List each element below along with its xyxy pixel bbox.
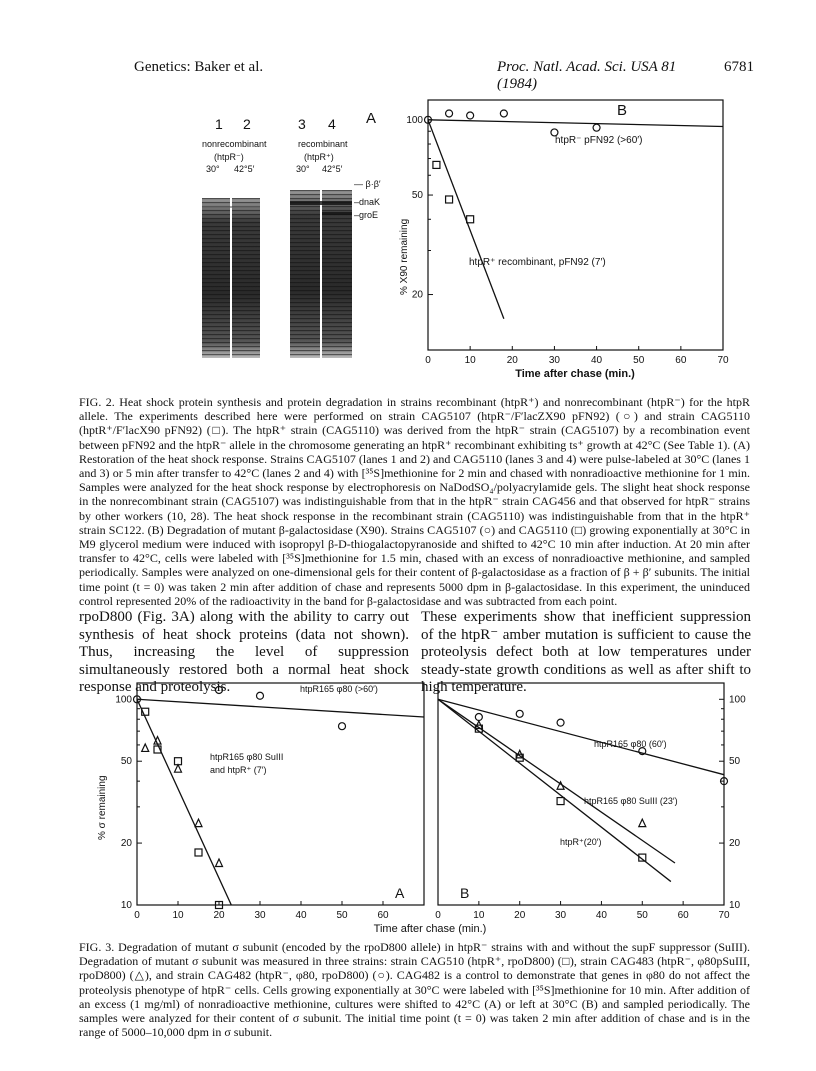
temp-label-lane1: 30° — [206, 164, 220, 174]
data-point-square — [195, 849, 202, 856]
x-tick-label: 0 — [134, 910, 140, 921]
page-number: 6781 — [724, 59, 754, 75]
x-axis-label: Time after chase (min.) — [515, 368, 635, 380]
fit-line — [428, 120, 723, 127]
x-tick-label: 50 — [633, 355, 645, 366]
y-tick-label: 20 — [120, 838, 132, 850]
band-dnak-text: dnaK — [359, 197, 381, 207]
group-label-recombinant: recombinant — [298, 139, 348, 149]
data-point-circle — [557, 719, 564, 726]
panel-letter: B — [617, 102, 628, 119]
band-groe-text: groE — [359, 210, 379, 220]
data-point-circle — [475, 714, 482, 721]
gel-lane-4 — [322, 190, 352, 358]
lane-number-1: 1 — [215, 116, 223, 132]
panel-letter-b: B — [460, 885, 470, 901]
data-point-square — [446, 196, 453, 203]
x-tick-label: 20 — [506, 355, 518, 366]
series-square — [142, 708, 223, 908]
panel-letter: A — [366, 110, 377, 127]
label-b-phi80: htpR165 φ80 (60′) — [594, 739, 667, 749]
data-point-circle — [593, 124, 600, 131]
y-tick-label: 20 — [729, 838, 741, 850]
gel-lane-3 — [290, 190, 320, 358]
label-a-phi80: htpR165 φ80 (>60′) — [300, 684, 378, 694]
y-tick-label: 100 — [115, 694, 132, 706]
x-tick-label: 70 — [717, 355, 729, 366]
x-tick-label: 20 — [213, 910, 225, 921]
series-square — [433, 161, 474, 222]
x-tick-label: 30 — [254, 910, 266, 921]
group-genotype-1: (htpR⁻) — [214, 152, 244, 162]
fit-line — [438, 699, 675, 863]
group-genotype-2: (htpR⁺) — [304, 152, 334, 162]
band-label-beta: — β·β′ — [354, 179, 381, 189]
temp-label-lane3: 30° — [296, 164, 310, 174]
data-point-circle — [467, 112, 474, 119]
x-tick-label: 60 — [377, 910, 389, 921]
plot-frame — [438, 683, 724, 905]
data-point-triangle — [216, 859, 223, 867]
data-point-circle — [500, 110, 507, 117]
band-beta-text: β·β′ — [365, 179, 381, 189]
series-label-htpr-minus: htpR⁻ pFN92 (>60′) — [555, 135, 643, 146]
fig2-panel-b-chart — [395, 95, 735, 385]
y-tick-label: 10 — [729, 900, 741, 911]
lane-number-3: 3 — [298, 116, 306, 132]
x-tick-label: 40 — [595, 910, 607, 921]
data-point-circle — [446, 110, 453, 117]
band-label-groe: –groE — [354, 210, 379, 220]
x-tick-label: 60 — [675, 355, 687, 366]
label-a-suiii: htpR165 φ80 SuIII — [210, 752, 284, 762]
x-tick-label: 10 — [464, 355, 476, 366]
fit-line — [428, 120, 504, 319]
x-tick-label: 0 — [425, 355, 431, 366]
gel-image — [190, 178, 355, 363]
y-tick-label: 50 — [729, 756, 741, 768]
series-triangle — [475, 721, 645, 827]
fit-line — [438, 699, 671, 881]
x-tick-label: 50 — [336, 910, 348, 921]
y-tick-label: 20 — [411, 289, 423, 301]
y-tick-label: 50 — [411, 190, 423, 202]
label-a-htpr-plus: and htpR⁺ (7′) — [210, 765, 267, 775]
fig3-chart — [90, 680, 770, 940]
fig2-caption: FIG. 2. Heat shock protein synthesis and protein degradation in strains recombinant (htpR⁺) and nonrecombinant (htpR⁻) for the htpR allele. The experiments described here were performed on strain CAG5107 (htpR⁻/F′lacZX90 pFN92) (○) and strain CAG5110 (hptR⁺/F′lacX90 pFN92) (□). The htpR⁺ strain (CAG5110) was derived from the htpR⁻ strain (CAG5107) by a recombination event between pFN92 and the htpR⁻ allele in the chromosome generating an htpR⁺ recombinant exhibiting ts⁺ growth at 42°C (See Table 1). (A) Restoration of the heat shock response. Strains CAG5107 (lanes 1 and 2) and CAG5110 (lanes 3 and 4) were pulse-labeled at 30°C (lanes 1 and 3) or 5 min after transfer to 42°C (lanes 2 and 4) with [³⁵S]methionine for 2 min and chased with nonradioactive methionine for 1 min. Samples were analyzed for the heat shock response by electrophoresis on NaDodSO₄/polyacrylamide gels. The slight heat shock response in the nonrecombinant strain (CAG5107) was indistinguishable from that in the htpR⁻ strain CAG456 and that observed for htpR⁻ strains by other workers (10, 28). The heat shock response in the recombinant strain (CAG5110) was indistinguishable from that in the htpR⁺ strain SC122. (B) Degradation of mutant β-galactosidase (X90). Strains CAG5107 (○) and CAG5110 (□) growing exponentially at 30°C in M9 glycerol medium were induced with isopropyl β-D-thiogalactopyranoside and shifted to 42°C 10 min after induction. At 20 min after transfer to 42°C, cells were labeled with [³⁵S]methionine for 1.5 min, chased with an excess of nonradioactive methionine, and sampled periodically. Samples were analyzed on one-dimensional gels for their content of β-galactosidase as a fraction of β + β′ subunits. The initial time point (t = 0) was taken 2 min after addition of chase and represents 5000 dpm in β-galactosidase. In this experiment, the uninduced control represented 20% of the radioactivity in the band for β-galactosidase and was subtracted from each point. — [79, 395, 750, 608]
series-label-htpr-plus: htpR⁺ recombinant, pFN92 (7′) — [469, 257, 606, 268]
body-text-right: These experiments show that inefficient suppression of the htpR⁻ amber mutation is sufficient to cause the proteolysis defect both at low temperatures under steady-state growth conditions as well as after shift to high temperature. — [421, 609, 751, 696]
band-label-dnak: –dnaK — [354, 197, 381, 207]
data-point-circle — [516, 710, 523, 717]
x-tick-label: 10 — [172, 910, 184, 921]
data-point-circle — [339, 723, 346, 730]
data-point-triangle — [639, 819, 646, 827]
label-b-htpr-plus: htpR⁺(20′) — [560, 837, 602, 847]
lane-number-2: 2 — [243, 116, 251, 132]
x-tick-label: 20 — [514, 910, 526, 921]
x-tick-label: 30 — [555, 910, 567, 921]
temp-label-lane2: 42°5′ — [234, 164, 255, 174]
y-axis-label: % σ remaining — [97, 775, 108, 840]
x-axis-label: Time after chase (min.) — [373, 923, 487, 935]
data-point-circle — [216, 686, 223, 693]
data-point-square — [467, 216, 474, 223]
data-point-triangle — [175, 765, 182, 773]
x-tick-label: 50 — [636, 910, 648, 921]
y-tick-label: 10 — [120, 900, 132, 911]
body-text-left: rpoD800 (Fig. 3A) along with the ability to carry out synthesis of heat shock proteins (data not shown). Thus, increasing the level of suppression simultaneously restored both a normal heat shock response and proteolysis. — [79, 609, 409, 696]
x-tick-label: 10 — [473, 910, 485, 921]
fig2-panel-a — [190, 108, 390, 368]
fit-line — [137, 699, 424, 717]
fit-line — [438, 699, 724, 774]
data-point-circle — [257, 692, 264, 699]
fig3-caption: FIG. 3. Degradation of mutant σ subunit (encoded by the rpoD800 allele) in htpR⁻ strains with and without the supF suppressor (SuIII). Degradation of mutant σ subunit was measured in three strains: strain CAG510 (htpR⁺, rpoD800) (□), strain CAG483 (htpR⁻, φ80pSuIII, rpoD800) (△), and strain CAG482 (htpR⁻, φ80, rpoD800) (○). CAG482 is a control to demonstrate that genes in φ80 do not affect the proteolysis phenotype of htpR⁻ cells. Cells growing exponentially at 30°C were labeled with [³⁵S]methionine for 10 min. After addition of an excess (1 mg/ml) of nonradioactive methionine, cultures were shifted to 42°C (A) or left at 30°C (B) and sampled periodically. The samples were analyzed for their content of σ subunit. The initial time point (t = 0) was taken 2 min after addition of chase and is in the range of 5000–10,000 dpm in σ subunit. — [79, 940, 750, 1040]
data-point-square — [557, 798, 564, 805]
x-tick-label: 40 — [295, 910, 307, 921]
data-point-triangle — [195, 819, 202, 827]
group-label-nonrecombinant: nonrecombinant — [202, 139, 267, 149]
lane-number-4: 4 — [328, 116, 336, 132]
data-point-square — [433, 161, 440, 168]
fit-line — [137, 699, 231, 905]
x-tick-label: 60 — [677, 910, 689, 921]
gel-lane-1 — [202, 198, 230, 358]
y-axis-label: % X90 remaining — [399, 218, 410, 295]
gel-lane-2 — [232, 198, 260, 358]
running-head — [134, 59, 754, 92]
y-tick-label: 50 — [120, 756, 132, 768]
data-point-triangle — [142, 744, 149, 752]
y-tick-label: 100 — [406, 114, 423, 126]
x-tick-label: 0 — [435, 910, 441, 921]
label-b-suiii: htpR165 φ80 SuIII (23′) — [584, 796, 678, 806]
running-head-left: Genetics: Baker et al. — [134, 59, 264, 75]
x-tick-label: 40 — [591, 355, 603, 366]
panel-letter-a: A — [395, 885, 405, 901]
plot-area — [115, 683, 424, 921]
temp-label-lane4: 42°5′ — [322, 164, 343, 174]
journal-citation: Proc. Natl. Acad. Sci. USA 81 (1984) — [497, 59, 677, 92]
y-tick-label: 100 — [729, 694, 746, 706]
x-tick-label: 70 — [718, 910, 730, 921]
x-tick-label: 30 — [548, 355, 560, 366]
